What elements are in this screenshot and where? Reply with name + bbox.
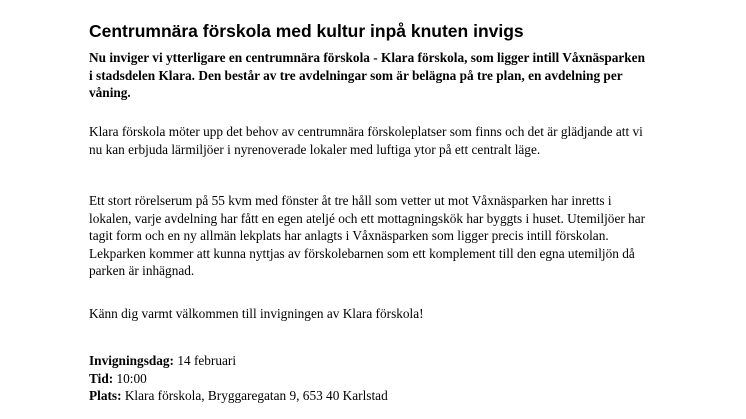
event-date-row bbox=[89, 352, 388, 370]
event-place-label: Plats: bbox=[89, 388, 122, 404]
article-lead: Nu inviger vi ytterligare en centrumnära förskola - Klara förskola, som ligger intill Våxnäsparken i stadsdelen Klara. Den består av tre avdelningar som är belägna på tre plan, en avdelning per våning. bbox=[89, 50, 645, 101]
event-time-value: 10:00 bbox=[116, 370, 147, 386]
event-time-label: Tid: bbox=[89, 370, 114, 386]
event-date-label: Invigningsdag: bbox=[89, 353, 174, 368]
event-date-value: 14 februari bbox=[177, 353, 237, 368]
paragraph-intro: Klara förskola möter upp det behov av centrumnära förskoleplatser som finns och det är glädjande att vi nu kan erbjuda lärmiljöer i nyrenoverade lokaler med luftiga ytor på ett centralt läge. bbox=[89, 124, 643, 157]
paragraph-facilities: Ett stort rörelserum på 55 kvm med fönster åt tre håll som vetter ut mot Våxnäsparken har inretts i lokalen, varje avdelning har fått en egen ateljé och ett mottagningskök har byggts i huset. Utemiljöer har tagit form och en ny allmän lekplats har anlagts i Våxnäsparken som ligger precis intill förskolan. Lekparken kommer att kunna nyttjas av förskolebarnen som ett komplement till den egna utemiljön då parken är inhägnad. bbox=[89, 193, 646, 279]
event-time-row bbox=[89, 370, 388, 388]
event-details bbox=[89, 352, 388, 405]
paragraph-welcome: Känn dig varmt välkommen till invigningen av Klara förskola! bbox=[89, 306, 424, 321]
event-place-row bbox=[89, 387, 388, 405]
event-place-value: Klara förskola, Bryggaregatan 9, 653 40 Karlstad bbox=[124, 388, 388, 404]
article-title: Centrumnära förskola med kultur inpå knuten invigs bbox=[89, 21, 524, 41]
